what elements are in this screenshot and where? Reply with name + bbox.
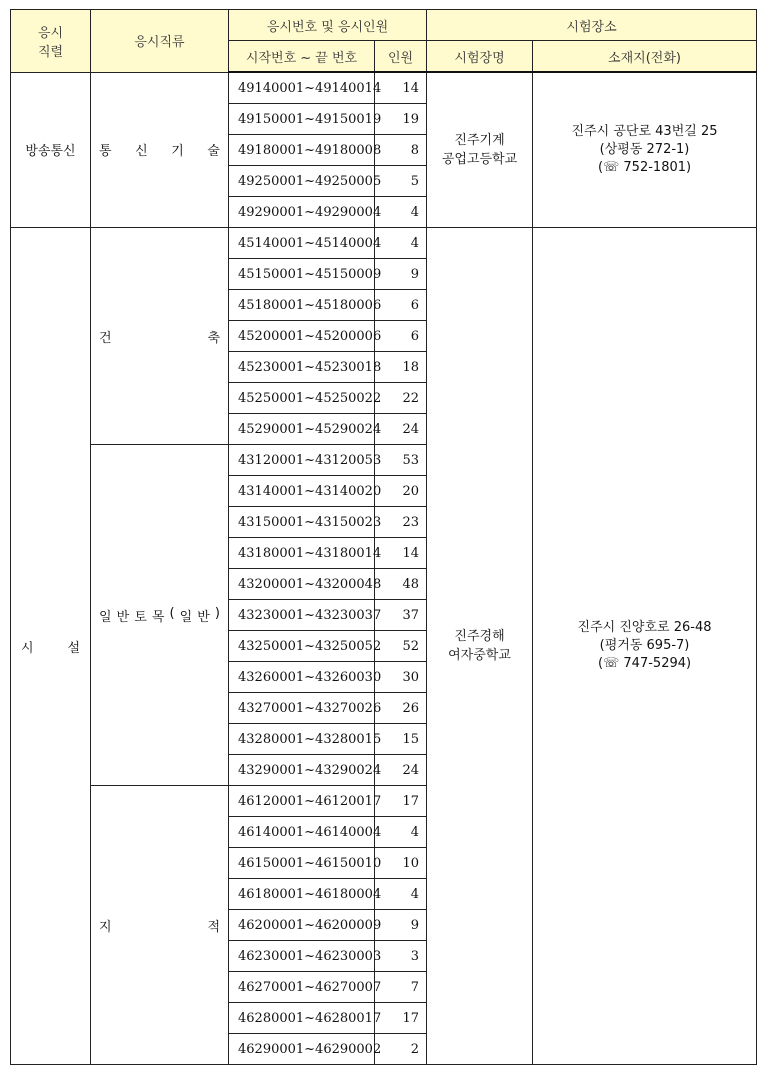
number-range-cell: 46200001~46200009 bbox=[229, 910, 375, 941]
number-range-cell: 45180001~45180006 bbox=[229, 290, 375, 321]
count-cell: 30 bbox=[375, 662, 427, 693]
number-range-cell: 45290001~45290024 bbox=[229, 414, 375, 445]
count-cell: 17 bbox=[375, 786, 427, 817]
count-cell: 23 bbox=[375, 507, 427, 538]
number-range-cell: 43280001~43280015 bbox=[229, 724, 375, 755]
count-cell: 4 bbox=[375, 228, 427, 259]
number-range-cell: 46150001~46150010 bbox=[229, 848, 375, 879]
count-cell: 26 bbox=[375, 693, 427, 724]
number-range-cell: 49180001~49180008 bbox=[229, 135, 375, 166]
count-cell: 4 bbox=[375, 817, 427, 848]
job-cell: 지 적 bbox=[91, 786, 229, 1065]
number-range-cell: 43150001~43150023 bbox=[229, 507, 375, 538]
number-range-cell: 45200001~45200006 bbox=[229, 321, 375, 352]
number-range-cell: 43270001~43270026 bbox=[229, 693, 375, 724]
address-cell: 진주시 진양호로 26-48 (평거동 695-7) (☏ 747-5294) bbox=[533, 228, 757, 1065]
count-cell: 15 bbox=[375, 724, 427, 755]
count-cell: 20 bbox=[375, 476, 427, 507]
number-range-cell: 45250001~45250022 bbox=[229, 383, 375, 414]
number-range-cell: 46270001~46270007 bbox=[229, 972, 375, 1003]
number-range-cell: 45150001~45150009 bbox=[229, 259, 375, 290]
category-cell: 시 설 bbox=[11, 228, 91, 1065]
count-cell: 2 bbox=[375, 1034, 427, 1065]
job-cell: 일 반 토 목 ( 일 반 ) bbox=[91, 445, 229, 786]
job-cell: 통 신 기 술 bbox=[91, 72, 229, 228]
exam-venue-table bbox=[10, 9, 757, 1065]
count-cell: 4 bbox=[375, 879, 427, 910]
count-cell: 10 bbox=[375, 848, 427, 879]
count-cell: 14 bbox=[375, 72, 427, 104]
count-cell: 9 bbox=[375, 910, 427, 941]
table-row bbox=[11, 72, 757, 104]
count-cell: 6 bbox=[375, 290, 427, 321]
number-range-cell: 43200001~43200048 bbox=[229, 569, 375, 600]
header-numbers-group: 응시번호 및 응시인원 bbox=[229, 10, 427, 41]
count-cell: 6 bbox=[375, 321, 427, 352]
count-cell: 7 bbox=[375, 972, 427, 1003]
job-cell: 건 축 bbox=[91, 228, 229, 445]
number-range-cell: 46180001~46180004 bbox=[229, 879, 375, 910]
number-range-cell: 45140001~45140004 bbox=[229, 228, 375, 259]
count-cell: 24 bbox=[375, 414, 427, 445]
venue-cell: 진주기계 공업고등학교 bbox=[427, 72, 533, 228]
count-cell: 37 bbox=[375, 600, 427, 631]
number-range-cell: 43290001~43290024 bbox=[229, 755, 375, 786]
header-address: 소재지(전화) bbox=[533, 41, 757, 73]
count-cell: 9 bbox=[375, 259, 427, 290]
number-range-cell: 49250001~49250005 bbox=[229, 166, 375, 197]
count-cell: 24 bbox=[375, 755, 427, 786]
header-row-1 bbox=[11, 10, 757, 41]
count-cell: 17 bbox=[375, 1003, 427, 1034]
number-range-cell: 46120001~46120017 bbox=[229, 786, 375, 817]
number-range-cell: 46290001~46290002 bbox=[229, 1034, 375, 1065]
number-range-cell: 45230001~45230018 bbox=[229, 352, 375, 383]
category-cell: 방송통신 bbox=[11, 72, 91, 228]
number-range-cell: 43250001~43250052 bbox=[229, 631, 375, 662]
address-cell: 진주시 공단로 43번길 25 (상평동 272-1) (☏ 752-1801) bbox=[533, 72, 757, 228]
count-cell: 8 bbox=[375, 135, 427, 166]
count-cell: 5 bbox=[375, 166, 427, 197]
header-venue: 시험장명 bbox=[427, 41, 533, 73]
count-cell: 4 bbox=[375, 197, 427, 228]
count-cell: 19 bbox=[375, 104, 427, 135]
count-cell: 48 bbox=[375, 569, 427, 600]
count-cell: 18 bbox=[375, 352, 427, 383]
header-job: 응시직류 bbox=[91, 10, 229, 73]
header-range: 시작번호 ~ 끝 번호 bbox=[229, 41, 375, 73]
number-range-cell: 49290001~49290004 bbox=[229, 197, 375, 228]
header-place-group: 시험장소 bbox=[427, 10, 757, 41]
number-range-cell: 43120001~43120053 bbox=[229, 445, 375, 476]
number-range-cell: 43230001~43230037 bbox=[229, 600, 375, 631]
table-row bbox=[11, 228, 757, 259]
number-range-cell: 43180001~43180014 bbox=[229, 538, 375, 569]
count-cell: 22 bbox=[375, 383, 427, 414]
number-range-cell: 49140001~49140014 bbox=[229, 72, 375, 104]
header-category: 응시 직렬 bbox=[11, 10, 91, 73]
header-count: 인원 bbox=[375, 41, 427, 73]
count-cell: 14 bbox=[375, 538, 427, 569]
count-cell: 3 bbox=[375, 941, 427, 972]
count-cell: 53 bbox=[375, 445, 427, 476]
venue-cell: 진주경해 여자중학교 bbox=[427, 228, 533, 1065]
number-range-cell: 49150001~49150019 bbox=[229, 104, 375, 135]
number-range-cell: 43260001~43260030 bbox=[229, 662, 375, 693]
number-range-cell: 46280001~46280017 bbox=[229, 1003, 375, 1034]
number-range-cell: 43140001~43140020 bbox=[229, 476, 375, 507]
number-range-cell: 46140001~46140004 bbox=[229, 817, 375, 848]
count-cell: 52 bbox=[375, 631, 427, 662]
number-range-cell: 46230001~46230003 bbox=[229, 941, 375, 972]
